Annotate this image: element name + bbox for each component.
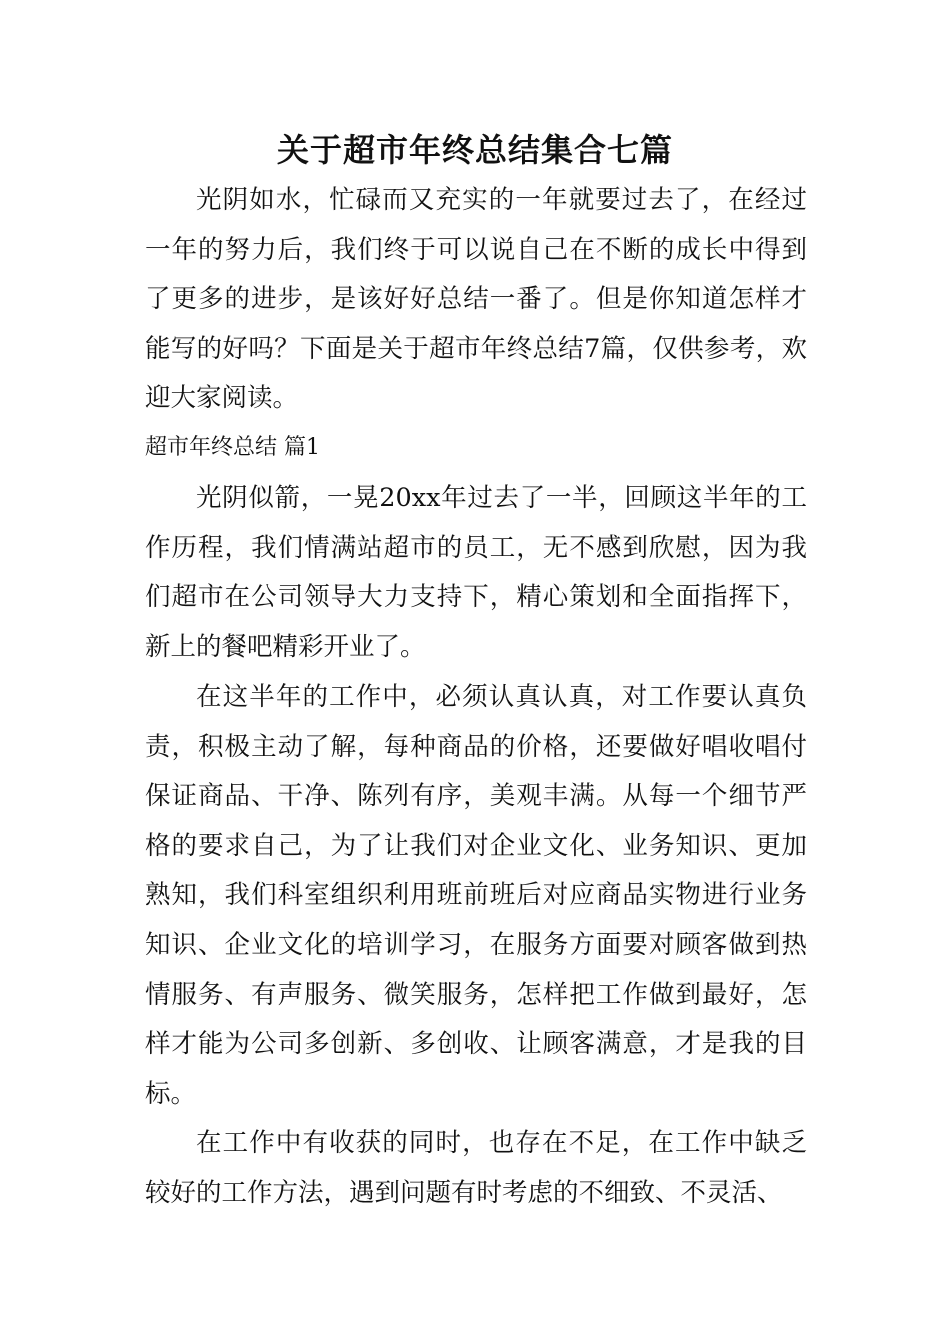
section-heading: 超市年终总结 篇1: [145, 435, 320, 460]
document-title: 关于超市年终总结集合七篇: [276, 131, 673, 169]
section-paragraph: 在工作中有收获的同时，也存在不足，在工作中缺乏较好的工作方法，遇到问题有时考虑的不细致、不灵活、: [145, 1128, 807, 1208]
intro-paragraph: 光阴如水，忙碌而又充实的一年就要过去了，在经过一年的努力后，我们终于可以说自己在不断的成长中得到了更多的进步，是该好好总结一番了。但是你知道怎样才能写的好吗？下面是关于超市年终总结7篇，仅供参考，欢迎大家阅读。: [145, 185, 807, 414]
section-paragraph: 在这半年的工作中，必须认真认真，对工作要认真负责，积极主动了解，每种商品的价格，还要做好唱收唱付保证商品、干净、陈列有序，美观丰满。从每一个细节严格的要求自己，为了让我们对企业文化、业务知识、更加熟知，我们科室组织利用班前班后对应商品实物进行业务知识、企业文化的培训学习，在服务方面要对顾客做到热情服务、有声服务、微笑服务，怎样把工作做到最好，怎样才能为公司多创新、多创收、让顾客满意，才是我的目标。: [145, 682, 807, 1109]
section-paragraph: 光阴似箭，一晃20xx年过去了一半，回顾这半年的工作历程，我们情满站超市的员工，无不感到欣慰，因为我们超市在公司领导大力支持下，精心策划和全面指挥下，新上的餐吧精彩开业了。: [145, 483, 807, 662]
